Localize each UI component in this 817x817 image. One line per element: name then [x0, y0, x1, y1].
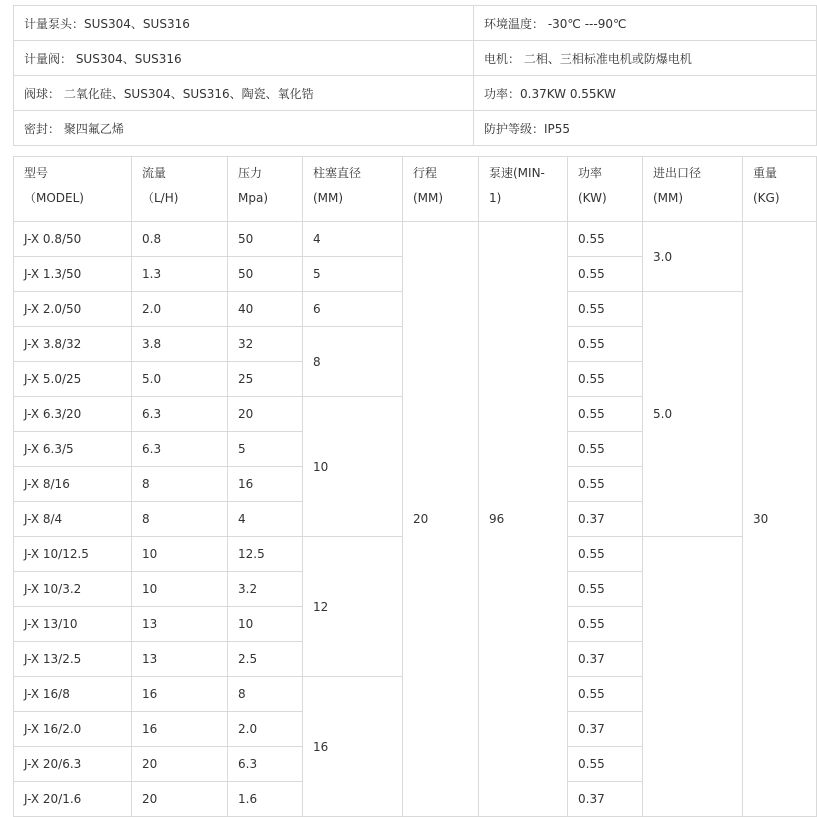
cell-pressure: 32 [228, 327, 303, 362]
header-stroke [403, 157, 479, 222]
header-model [14, 157, 132, 222]
cell-model: J-X 6.3/20 [14, 397, 132, 432]
cell-flow: 10 [132, 572, 228, 607]
cell-model: J-X 20/6.3 [14, 747, 132, 782]
cell-flow: 2.0 [132, 292, 228, 327]
cell-port-diameter: 5.0 [643, 292, 743, 537]
header-flow [132, 157, 228, 222]
cell-pressure: 8 [228, 677, 303, 712]
cell-flow: 10 [132, 537, 228, 572]
cell-flow: 16 [132, 712, 228, 747]
cell-model: J-X 16/8 [14, 677, 132, 712]
header-plunger-diameter [303, 157, 403, 222]
cell-flow: 3.8 [132, 327, 228, 362]
cell-pressure: 3.2 [228, 572, 303, 607]
header-line: 压力 [238, 166, 263, 180]
cell-model: J-X 5.0/25 [14, 362, 132, 397]
cell-plunger-diameter: 5 [303, 257, 403, 292]
cell-power: 0.55 [568, 222, 643, 257]
header-line: (MM) [653, 191, 684, 205]
cell-power: 0.55 [568, 292, 643, 327]
cell-pressure: 50 [228, 222, 303, 257]
header-line: (MM) [313, 191, 344, 205]
cell-port-diameter [643, 537, 743, 817]
cell-model: J-X 6.3/5 [14, 432, 132, 467]
cell-plunger-diameter: 6 [303, 292, 403, 327]
spec-seal: 密封： 聚四氟乙烯 [14, 111, 474, 146]
header-line: 型号 [24, 166, 49, 180]
header-port-diameter [643, 157, 743, 222]
cell-flow: 13 [132, 607, 228, 642]
cell-flow: 1.3 [132, 257, 228, 292]
cell-model: J-X 10/12.5 [14, 537, 132, 572]
cell-flow: 20 [132, 747, 228, 782]
header-line: (KG) [753, 191, 780, 205]
cell-flow: 16 [132, 677, 228, 712]
spec-power: 功率：0.37KW 0.55KW [474, 76, 817, 111]
cell-power: 0.55 [568, 607, 643, 642]
table-header-row [14, 157, 817, 222]
cell-pressure: 20 [228, 397, 303, 432]
cell-model: J-X 8/16 [14, 467, 132, 502]
header-power [568, 157, 643, 222]
header-line: 1) [489, 191, 502, 205]
header-line: 行程 [413, 166, 438, 180]
spec-row [14, 41, 817, 76]
cell-pressure: 50 [228, 257, 303, 292]
spec-pump-head: 计量泵头：SUS304、SUS316 [14, 6, 474, 41]
header-line: 流量 [142, 166, 167, 180]
header-weight [743, 157, 817, 222]
cell-flow: 20 [132, 782, 228, 817]
cell-model: J-X 1.3/50 [14, 257, 132, 292]
cell-pressure: 16 [228, 467, 303, 502]
cell-power: 0.37 [568, 502, 643, 537]
spec-row [14, 6, 817, 41]
spec-valve-ball: 阀球： 二氧化硅、SUS304、SUS316、陶瓷、氧化锆 [14, 76, 474, 111]
header-line: 柱塞直径 [313, 166, 362, 180]
cell-stroke: 20 [403, 222, 479, 817]
cell-plunger-diameter: 16 [303, 677, 403, 817]
cell-power: 0.55 [568, 362, 643, 397]
table-row [14, 222, 817, 257]
spec-protection: 防护等级：IP55 [474, 111, 817, 146]
cell-power: 0.55 [568, 397, 643, 432]
header-line: 进出口径 [653, 166, 702, 180]
header-pump-speed [479, 157, 568, 222]
cell-model: J-X 20/1.6 [14, 782, 132, 817]
header-line: (KW) [578, 191, 607, 205]
cell-flow: 8 [132, 467, 228, 502]
cell-plunger-diameter: 8 [303, 327, 403, 397]
cell-pressure: 12.5 [228, 537, 303, 572]
cell-power: 0.37 [568, 642, 643, 677]
cell-pressure: 10 [228, 607, 303, 642]
cell-pressure: 2.0 [228, 712, 303, 747]
header-line: Mpa) [238, 191, 269, 205]
cell-pressure: 25 [228, 362, 303, 397]
spec-ambient-temp: 环境温度： -30℃ ---90℃ [474, 6, 817, 41]
cell-power: 0.37 [568, 712, 643, 747]
cell-pressure: 2.5 [228, 642, 303, 677]
cell-plunger-diameter: 12 [303, 537, 403, 677]
cell-plunger-diameter: 4 [303, 222, 403, 257]
spec-valve: 计量阀： SUS304、SUS316 [14, 41, 474, 76]
material-spec-table [13, 5, 817, 146]
spec-row [14, 111, 817, 146]
header-pressure [228, 157, 303, 222]
spec-motor: 电机： 二相、三相标准电机或防爆电机 [474, 41, 817, 76]
cell-power: 0.55 [568, 467, 643, 502]
cell-power: 0.55 [568, 432, 643, 467]
cell-pressure: 6.3 [228, 747, 303, 782]
cell-power: 0.37 [568, 782, 643, 817]
cell-power: 0.55 [568, 537, 643, 572]
cell-pressure: 40 [228, 292, 303, 327]
cell-model: J-X 16/2.0 [14, 712, 132, 747]
cell-pressure: 5 [228, 432, 303, 467]
spec-row [14, 76, 817, 111]
cell-flow: 13 [132, 642, 228, 677]
cell-flow: 0.8 [132, 222, 228, 257]
cell-pressure: 4 [228, 502, 303, 537]
cell-model: J-X 13/2.5 [14, 642, 132, 677]
cell-flow: 6.3 [132, 432, 228, 467]
cell-flow: 5.0 [132, 362, 228, 397]
header-line: 功率 [578, 166, 603, 180]
cell-power: 0.55 [568, 572, 643, 607]
header-line: 泵速(MIN- [489, 166, 545, 180]
cell-model: J-X 3.8/32 [14, 327, 132, 362]
cell-port-diameter: 3.0 [643, 222, 743, 292]
header-line: (MM) [413, 191, 444, 205]
header-line: （MODEL) [24, 191, 84, 205]
cell-model: J-X 0.8/50 [14, 222, 132, 257]
cell-power: 0.55 [568, 257, 643, 292]
cell-power: 0.55 [568, 747, 643, 782]
cell-weight: 30 [743, 222, 817, 817]
cell-model: J-X 2.0/50 [14, 292, 132, 327]
cell-pump-speed: 96 [479, 222, 568, 817]
cell-power: 0.55 [568, 327, 643, 362]
cell-pressure: 1.6 [228, 782, 303, 817]
model-table [13, 156, 817, 817]
cell-model: J-X 8/4 [14, 502, 132, 537]
cell-plunger-diameter: 10 [303, 397, 403, 537]
header-line: （L/H) [142, 191, 179, 205]
header-line: 重量 [753, 166, 778, 180]
cell-flow: 8 [132, 502, 228, 537]
cell-model: J-X 13/10 [14, 607, 132, 642]
cell-flow: 6.3 [132, 397, 228, 432]
cell-model: J-X 10/3.2 [14, 572, 132, 607]
cell-power: 0.55 [568, 677, 643, 712]
